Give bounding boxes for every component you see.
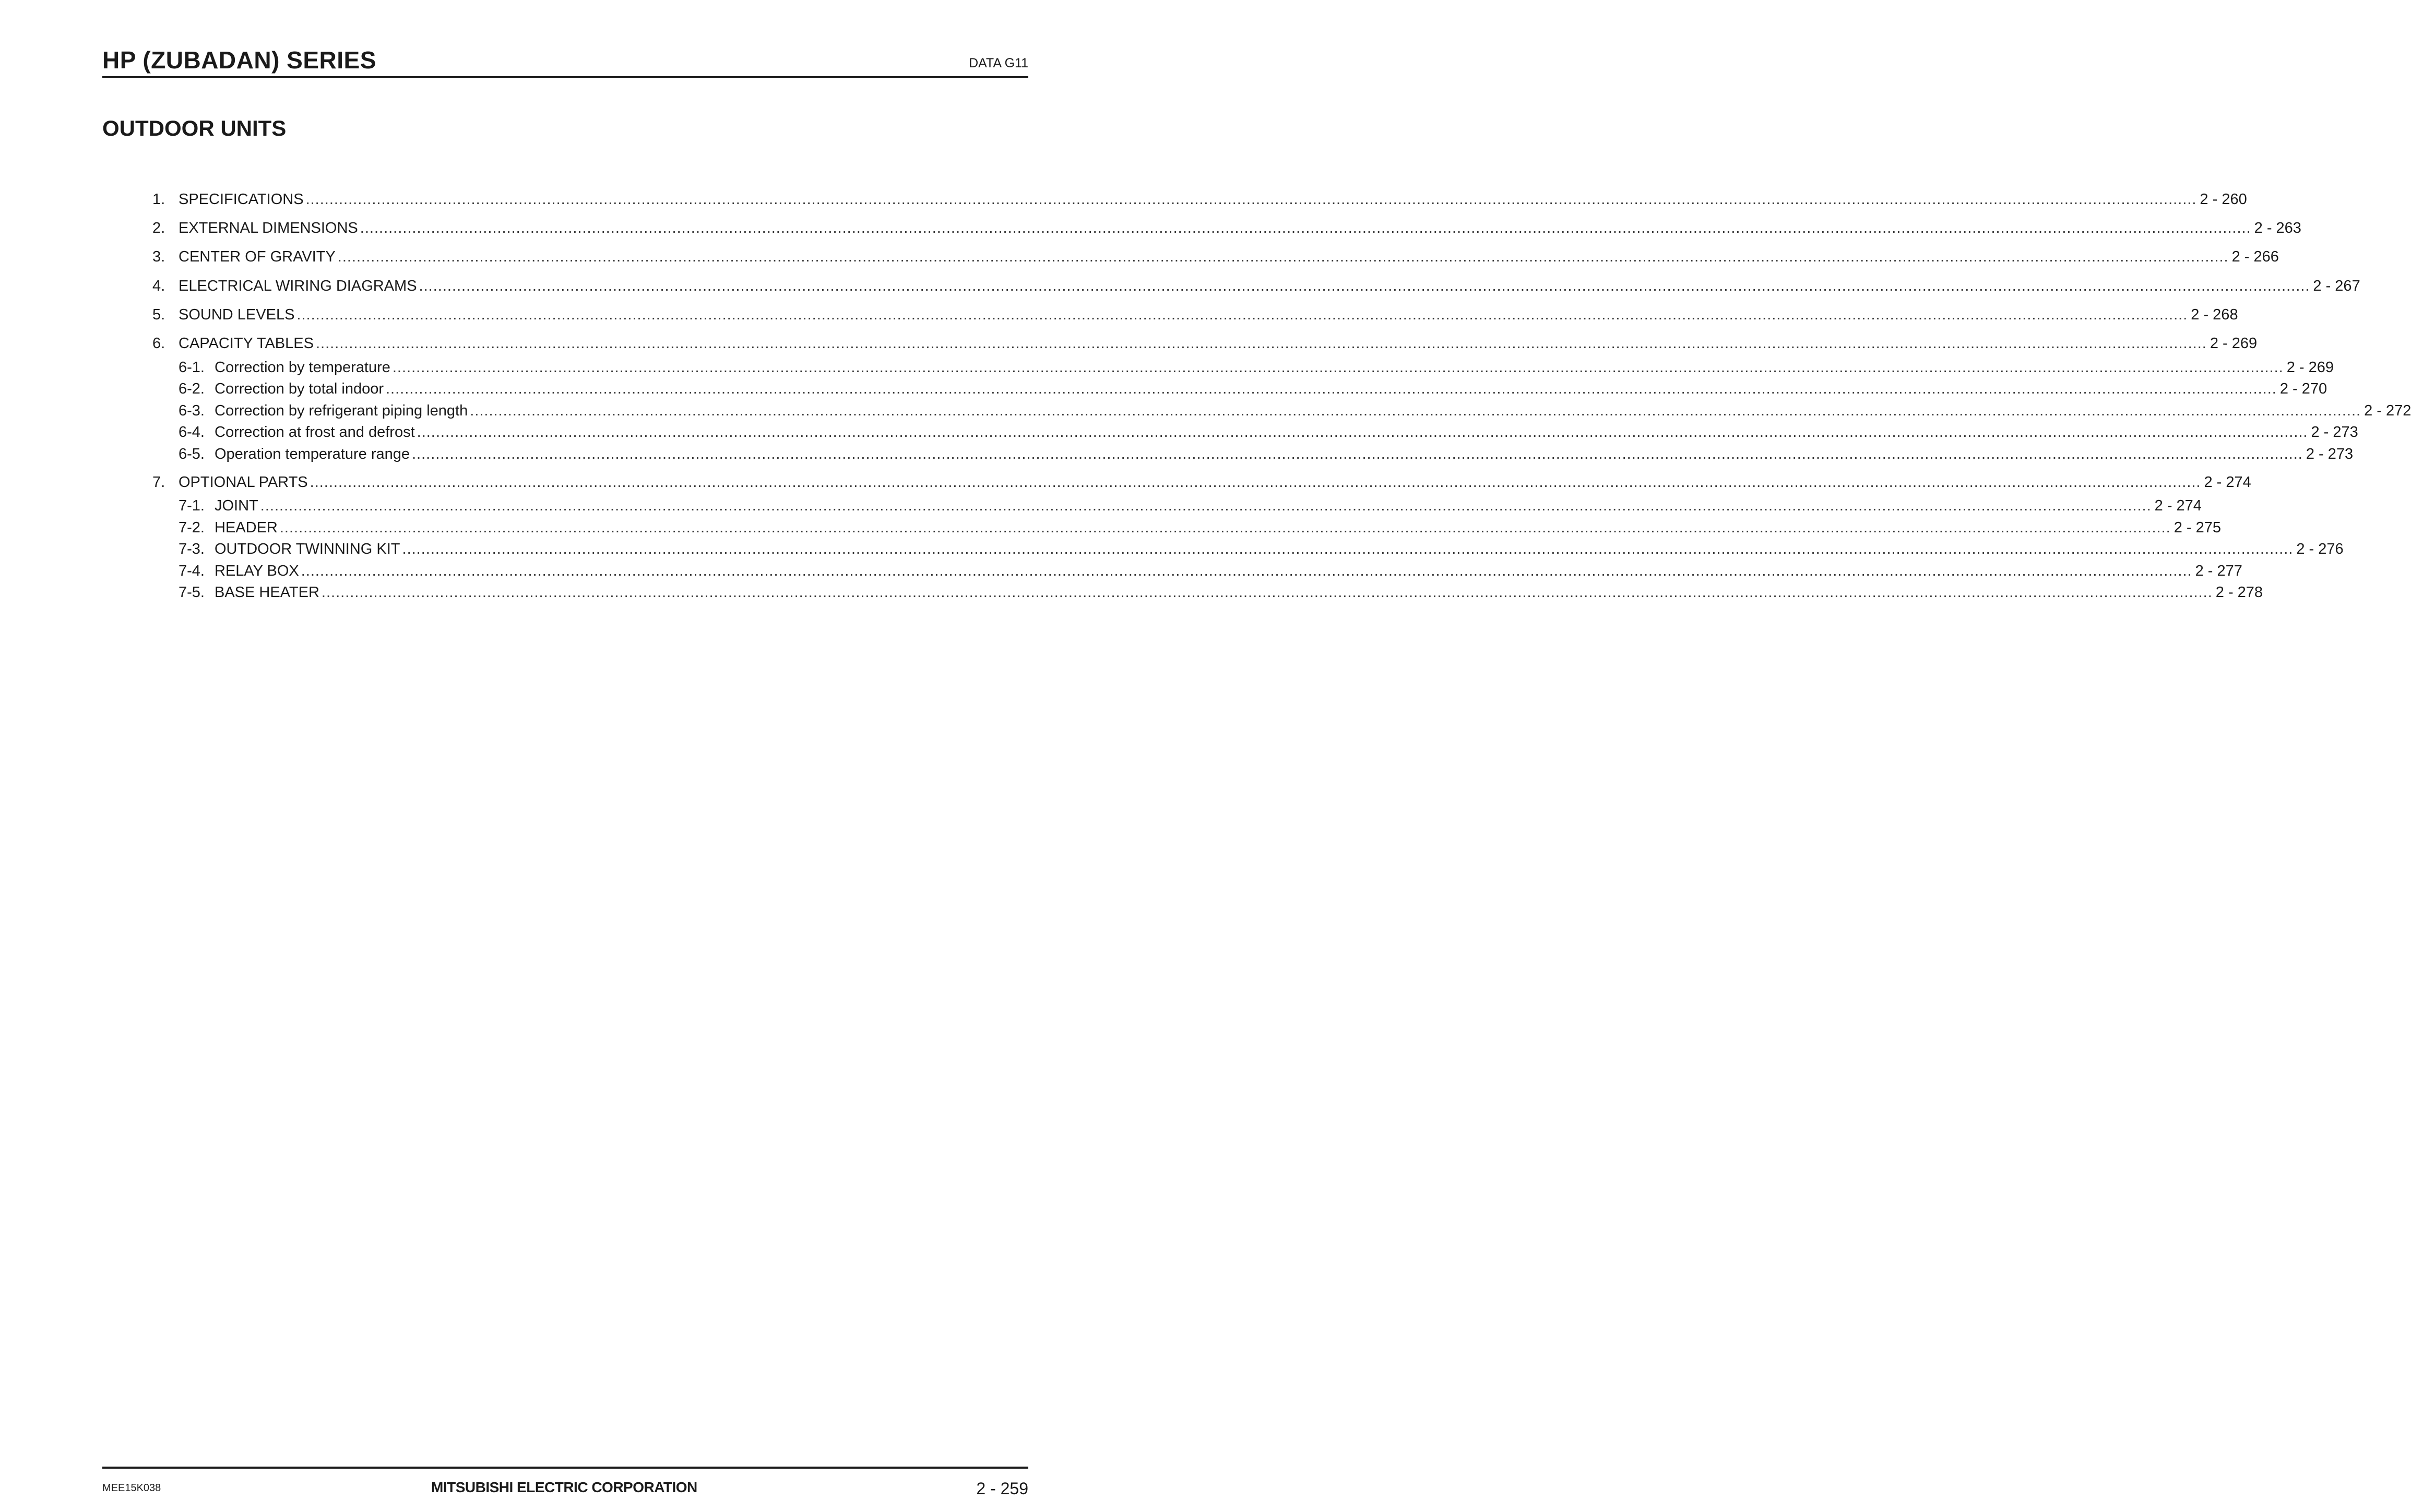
toc-label: EXTERNAL DIMENSIONS (179, 220, 358, 236)
toc-page: 2 - 260 (2200, 191, 2247, 208)
toc-number: 7-4. (179, 563, 205, 579)
toc-page: 2 - 274 (2204, 474, 2251, 491)
dot-leader: ................................................................................................................................................................................................................................................................................................................................................................................................................ (470, 402, 2361, 419)
toc-label: OUTDOOR TWINNING KIT (215, 541, 400, 557)
toc-page: 2 - 278 (2215, 584, 2263, 601)
toc-page: 2 - 266 (2231, 248, 2279, 265)
toc-label: SPECIFICATIONS (179, 191, 304, 208)
toc-number: 6-5. (179, 446, 205, 462)
toc-page: 2 - 263 (2254, 220, 2301, 236)
toc-entry-relay-box[interactable] (179, 562, 2242, 580)
toc-label: RELAY BOX (215, 563, 299, 579)
toc-entry-correction-by-total-indoor[interactable] (179, 379, 2327, 398)
dot-leader: ................................................................................................................................................................................................................................................................................................................................................................................................................ (279, 519, 2171, 536)
toc-number: 7-2. (179, 519, 205, 536)
toc-entry-capacity-tables[interactable] (152, 334, 2258, 353)
toc-number: 6. (152, 335, 165, 352)
toc-page: 2 - 277 (2195, 563, 2242, 579)
toc-label: OPTIONAL PARTS (179, 474, 308, 491)
toc-entry-correction-at-frost-and-defrost[interactable] (179, 423, 2358, 442)
toc-label: Correction by total indoor (215, 380, 384, 397)
toc-label: BASE HEATER (215, 584, 319, 601)
toc-page: 2 - 276 (2296, 541, 2344, 557)
toc-entry-specifications[interactable] (152, 190, 2247, 209)
toc-number: 5. (152, 306, 165, 323)
dot-leader: ................................................................................................................................................................................................................................................................................................................................................................................................................ (296, 306, 2188, 323)
toc-label: JOINT (215, 497, 258, 514)
toc-page: 2 - 273 (2311, 424, 2358, 440)
toc-entry-operation-temperature-range[interactable] (179, 445, 2354, 463)
toc-label: Operation temperature range (215, 446, 410, 462)
dot-leader: ................................................................................................................................................................................................................................................................................................................................................................................................................ (386, 380, 2277, 397)
toc-entry-sound-levels[interactable] (152, 305, 2238, 324)
toc-page: 2 - 274 (2154, 497, 2202, 514)
toc-page: 2 - 270 (2279, 380, 2327, 397)
toc-number: 6-4. (179, 424, 205, 440)
page-footer (102, 1467, 1028, 1500)
toc-entry-outdoor-twinning-kit[interactable] (179, 540, 2344, 558)
toc-number: 1. (152, 191, 165, 208)
toc-number: 6-3. (179, 402, 205, 419)
toc-page: 2 - 272 (2364, 402, 2411, 419)
dot-leader: ................................................................................................................................................................................................................................................................................................................................................................................................................ (305, 191, 2197, 208)
toc-number: 7-3. (179, 541, 205, 557)
company-name: MITSUBISHI ELECTRIC CORPORATION (431, 1479, 697, 1495)
toc-page: 2 - 268 (2191, 306, 2238, 323)
toc-label: CAPACITY TABLES (179, 335, 314, 352)
dot-leader: ................................................................................................................................................................................................................................................................................................................................................................................................................ (392, 359, 2284, 376)
toc-entry-electrical-wiring-diagrams[interactable] (152, 277, 2360, 295)
toc-number: 7-5. (179, 584, 205, 601)
toc-number: 7. (152, 474, 165, 491)
toc-page: 2 - 269 (2210, 335, 2258, 352)
dot-leader: ................................................................................................................................................................................................................................................................................................................................................................................................................ (315, 335, 2207, 352)
toc-number: 6-2. (179, 380, 205, 397)
document-code: MEE15K038 (102, 1482, 161, 1494)
toc-entry-optional-parts[interactable] (152, 473, 2251, 492)
toc-entry-base-heater[interactable] (179, 583, 2263, 602)
toc-number: 2. (152, 220, 165, 236)
toc-page: 2 - 269 (2286, 359, 2334, 376)
toc-entry-correction-by-temperature[interactable] (179, 358, 2334, 377)
toc-label: ELECTRICAL WIRING DIAGRAMS (179, 278, 417, 294)
toc-number: 3. (152, 248, 165, 265)
toc-label: CENTER OF GRAVITY (179, 248, 336, 265)
data-code: DATA G11 (969, 56, 1028, 70)
page-number: 2 - 259 (976, 1479, 1028, 1498)
dot-leader: ................................................................................................................................................................................................................................................................................................................................................................................................................ (337, 248, 2229, 265)
toc-label: Correction at frost and defrost (215, 424, 415, 440)
dot-leader: ................................................................................................................................................................................................................................................................................................................................................................................................................ (260, 497, 2152, 514)
dot-leader: ................................................................................................................................................................................................................................................................................................................................................................................................................ (419, 278, 2310, 294)
toc-number: 4. (152, 278, 165, 294)
toc-entry-header[interactable] (179, 518, 2222, 537)
toc-entry-correction-by-refrigerant-piping-length[interactable] (179, 401, 2411, 420)
toc-page: 2 - 273 (2306, 446, 2354, 462)
dot-leader: ................................................................................................................................................................................................................................................................................................................................................................................................................ (301, 563, 2192, 579)
toc-label: Correction by refrigerant piping length (215, 402, 468, 419)
toc-number: 6-1. (179, 359, 205, 376)
toc-entry-center-of-gravity[interactable] (152, 247, 2279, 266)
dot-leader: ................................................................................................................................................................................................................................................................................................................................................................................................................ (412, 446, 2303, 462)
toc-label: Correction by temperature (215, 359, 390, 376)
toc-number: 7-1. (179, 497, 205, 514)
toc-entry-external-dimensions[interactable] (152, 219, 2301, 237)
dot-leader: ................................................................................................................................................................................................................................................................................................................................................................................................................ (417, 424, 2308, 440)
dot-leader: ................................................................................................................................................................................................................................................................................................................................................................................................................ (402, 541, 2294, 557)
toc-page: 2 - 275 (2174, 519, 2222, 536)
toc-page: 2 - 267 (2313, 278, 2360, 294)
dot-leader: ................................................................................................................................................................................................................................................................................................................................................................................................................ (360, 220, 2251, 236)
toc-label: HEADER (215, 519, 278, 536)
section-title: OUTDOOR UNITS (102, 116, 287, 140)
dot-leader: ................................................................................................................................................................................................................................................................................................................................................................................................................ (310, 474, 2201, 491)
toc-entry-joint[interactable] (179, 496, 2202, 515)
page-header (102, 44, 1028, 78)
series-title: HP (ZUBADAN) SERIES (102, 46, 376, 74)
toc-label: SOUND LEVELS (179, 306, 295, 323)
dot-leader: ................................................................................................................................................................................................................................................................................................................................................................................................................ (321, 584, 2213, 601)
